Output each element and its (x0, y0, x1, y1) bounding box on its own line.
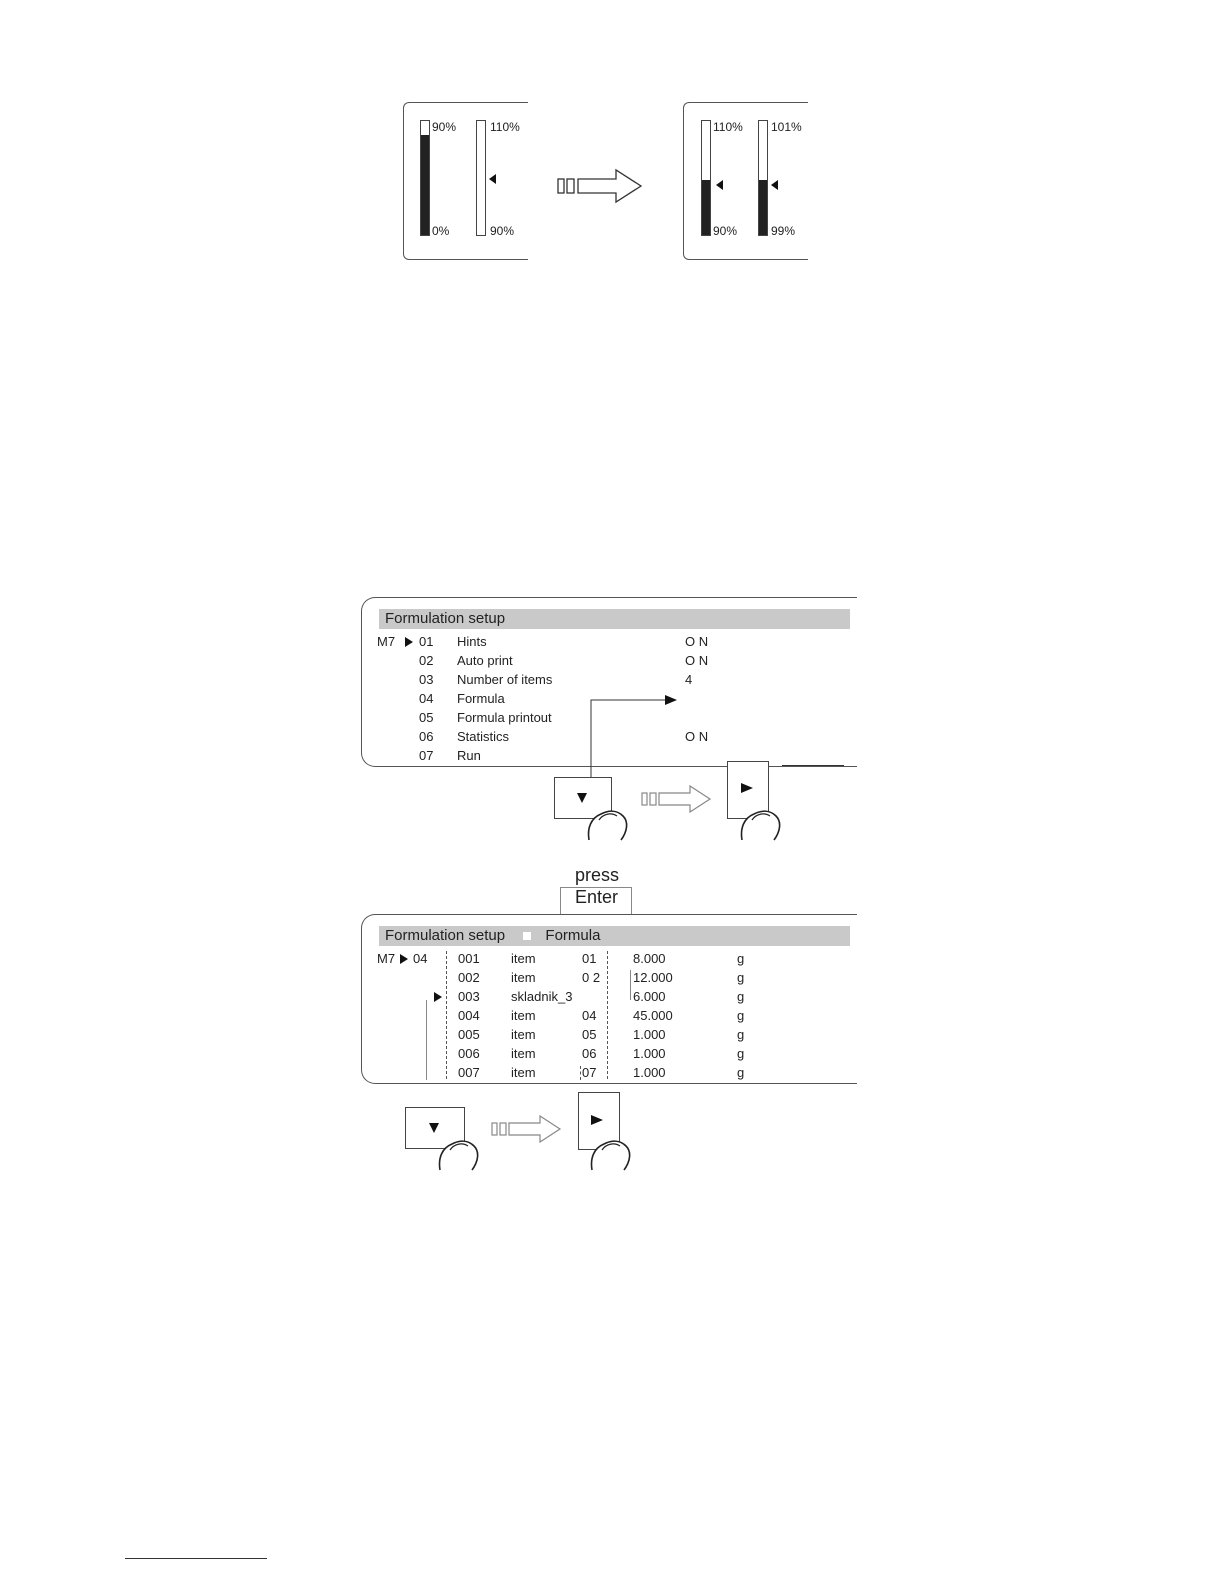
pressing-finger-icon (588, 1126, 638, 1174)
right-triangle-icon (590, 1114, 604, 1126)
screen1-title: Formulation setup (385, 610, 506, 627)
menu-item-hints[interactable] (419, 634, 487, 649)
bar-after-1-bottom-label: 90% (713, 224, 738, 238)
menu-item-label: Number of items (457, 672, 553, 687)
bar-before-2 (476, 120, 486, 236)
menu-item-number: 07 (419, 748, 434, 763)
menu-item-value: 4 (685, 672, 693, 687)
row-name: item (511, 1008, 536, 1023)
callout-line (426, 1000, 427, 1080)
row-index: 07 (582, 1065, 597, 1080)
bar-after-1 (701, 120, 711, 236)
screen1-right-line (782, 765, 844, 766)
row-unit: g (737, 989, 745, 1004)
row-name: item (511, 970, 536, 985)
bar-before-2-marker-icon (489, 174, 496, 184)
menu-item-value: O N (685, 634, 709, 649)
menu-item-label: Statistics (457, 729, 510, 744)
bar-after-1-marker-icon (716, 180, 723, 190)
pressing-finger-icon (585, 796, 635, 844)
column-separator (446, 951, 447, 1079)
column-separator (607, 951, 608, 1079)
row-value: 8.000 (633, 951, 666, 966)
row-index: 01 (582, 951, 597, 966)
bar-before-1-bottom-label: 0% (432, 224, 450, 238)
press-label: press (575, 865, 620, 885)
row-unit: g (737, 1008, 745, 1023)
selection-pointer-icon (400, 954, 408, 964)
menu-item-auto-print[interactable] (419, 653, 513, 668)
bar-after-2 (758, 120, 768, 236)
menu-item-number: 05 (419, 710, 434, 725)
menu-item-number: 03 (419, 672, 434, 687)
row-pointer-icon (434, 992, 442, 1002)
menu-item-value: O N (685, 729, 709, 744)
row-index: 05 (582, 1027, 597, 1042)
callout-line (630, 970, 631, 1000)
menu-item-label: Formula (457, 691, 505, 706)
row-id: 002 (458, 970, 480, 985)
row-name: item (511, 1046, 536, 1061)
menu-item-number: 04 (419, 691, 434, 706)
row-index: 04 (582, 1008, 597, 1023)
menu-item-number: 02 (419, 653, 434, 668)
right-triangle-icon (740, 782, 754, 794)
screen1-title-bar (379, 609, 850, 629)
pressing-finger-icon (738, 796, 788, 844)
row-value: 12.000 (633, 970, 673, 985)
screen1-menu-code: M7 (377, 634, 396, 649)
bar-after-2-top-label: 101% (771, 120, 802, 134)
row-name: item (511, 951, 536, 966)
screen2-title: Formulation setup (385, 927, 506, 944)
callout-arrow-icon (585, 690, 685, 780)
row-id: 007 (458, 1065, 480, 1080)
bar-after-1-fill (702, 180, 710, 235)
row-id: 001 (458, 951, 480, 966)
menu-item-formula-printout[interactable] (419, 710, 552, 725)
enter-label: Enter (575, 887, 619, 907)
row-value: 45.000 (633, 1008, 673, 1023)
row-name: item (511, 1065, 536, 1080)
row-value: 1.000 (633, 1027, 666, 1042)
menu-item-number-of-items[interactable] (419, 672, 552, 687)
screen2-menu-num: 04 (413, 951, 428, 966)
menu-item-label: Auto print (457, 653, 513, 668)
menu-item-label: Run (457, 748, 481, 763)
bar-before-1 (420, 120, 430, 236)
row-id: 003 (458, 989, 480, 1004)
double-arrow-right-icon (556, 168, 644, 204)
menu-item-number: 06 (419, 729, 434, 744)
breadcrumb-separator-icon (523, 932, 531, 940)
bar-after-2-fill (759, 180, 767, 235)
selection-pointer-icon (405, 637, 413, 647)
double-arrow-right-icon (490, 1115, 562, 1143)
menu-item-statistics[interactable] (419, 729, 509, 744)
menu-item-number: 01 (419, 634, 434, 649)
row-value: 1.000 (633, 1046, 666, 1061)
bar-before-2-top-label: 110% (490, 120, 520, 134)
row-index: 0 2 (582, 970, 601, 985)
row-value: 1.000 (633, 1065, 666, 1080)
row-id: 005 (458, 1027, 480, 1042)
bar-before-1-fill (421, 135, 429, 235)
row-unit: g (737, 1046, 745, 1061)
menu-item-value: O N (685, 653, 709, 668)
row-unit: g (737, 951, 745, 966)
bar-before-2-bottom-label: 90% (490, 224, 515, 238)
screen2-title-suffix: Formula (545, 927, 601, 944)
bar-after-2-marker-icon (771, 180, 778, 190)
bar-before-1-top-label: 90% (432, 120, 457, 134)
menu-item-run[interactable] (419, 748, 481, 763)
row-unit: g (737, 970, 745, 985)
row-index: 06 (582, 1046, 597, 1061)
row-id: 004 (458, 1008, 480, 1023)
screen2-title-bar (379, 926, 850, 946)
screen2-menu-code: M7 (377, 951, 396, 966)
row-id: 006 (458, 1046, 480, 1061)
row-unit: g (737, 1065, 745, 1080)
menu-item-label: Hints (457, 634, 487, 649)
menu-item-label: Formula printout (457, 710, 552, 725)
row-value: 6.000 (633, 989, 666, 1004)
footnote-rule (125, 1558, 267, 1559)
menu-item-formula[interactable] (419, 691, 505, 706)
bar-after-1-top-label: 110% (713, 120, 743, 134)
row-unit: g (737, 1027, 745, 1042)
column-separator (580, 1066, 581, 1080)
bar-after-2-bottom-label: 99% (771, 224, 796, 238)
double-arrow-right-icon (640, 785, 712, 813)
row-name: skladnik_3 (511, 989, 573, 1004)
pressing-finger-icon (436, 1126, 486, 1174)
row-name: item (511, 1027, 536, 1042)
